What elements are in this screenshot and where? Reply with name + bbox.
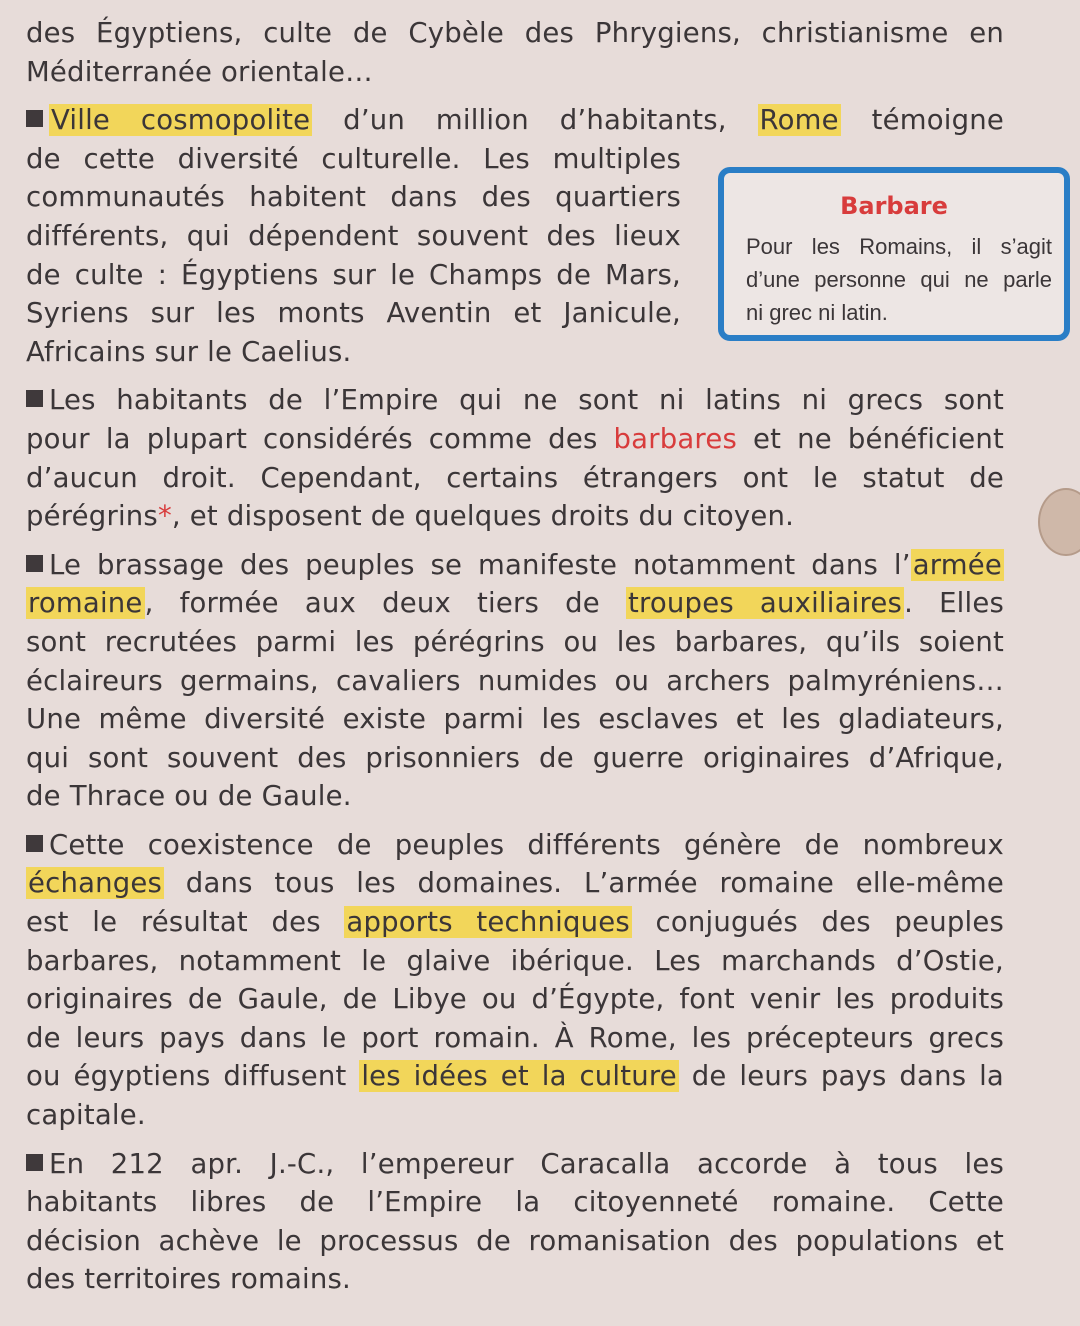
highlight: les idées et la culture xyxy=(361,1060,677,1093)
bullet-icon xyxy=(26,835,43,852)
definition-text xyxy=(746,230,1052,329)
text-line: de cette diversité culturelle. Les multiples xyxy=(26,142,681,175)
highlight: troupes auxiliaires xyxy=(628,587,903,620)
text-line: habitants libres de l’Empire la citoyenneté romaine. Cette xyxy=(26,1186,1004,1219)
paragraph-caracalla xyxy=(26,1145,1004,1299)
text-line: Syriens sur les monts Aventin et Janicule, xyxy=(26,297,681,330)
text-line xyxy=(26,497,1004,536)
text-line: originaires de Gaule, de Libye ou d’Égypte, font venir les produits xyxy=(26,983,1004,1016)
highlight: échanges xyxy=(28,867,163,900)
text-line: communautés habitent dans des quartiers xyxy=(26,181,681,214)
text-line: de leurs pays dans le port romain. À Rome, les précepteurs grecs xyxy=(26,1021,1004,1054)
text-run: . Elles xyxy=(904,587,1004,620)
definition-title: Barbare xyxy=(840,192,948,220)
narrow-column xyxy=(26,140,681,372)
text-run: , formée aux deux tiers de xyxy=(144,587,626,620)
text-line xyxy=(26,826,1004,865)
text-line xyxy=(26,101,1004,140)
text-line: capitale. xyxy=(26,1099,146,1132)
text-line: Pour les Romains, il s’agit xyxy=(746,234,1052,259)
text-line xyxy=(26,420,1004,459)
text-line xyxy=(26,903,1004,942)
text-line: d’aucun droit. Cependant, certains étrangers ont le statut de xyxy=(26,461,1004,494)
text-line xyxy=(26,1145,1004,1184)
text-run: pour la plupart considérés comme des xyxy=(26,422,614,455)
page-edge-illustration xyxy=(1038,488,1080,556)
footnote-star: * xyxy=(157,500,172,533)
text-line: ni grec ni latin. xyxy=(746,300,888,325)
bullet-icon xyxy=(26,110,43,127)
text-line xyxy=(26,584,1004,623)
text-line: d’une personne qui ne parle xyxy=(746,267,1052,292)
text-line: décision achève le processus de romanisation des populations et xyxy=(26,1224,1004,1257)
highlight: Ville cosmopolite xyxy=(51,104,311,137)
text-run: Cette coexistence de peuples différents génère de nombreux xyxy=(49,828,1004,861)
bullet-icon xyxy=(26,555,43,572)
paragraph-echanges xyxy=(26,826,1004,1135)
highlight: apports techniques xyxy=(346,906,630,939)
glossary-term: barbares xyxy=(613,422,737,455)
text-run: En 212 apr. J.-C., l’empereur Caracalla accorde à tous les xyxy=(49,1147,1004,1180)
paragraph-barbares xyxy=(26,381,1004,535)
bullet-icon xyxy=(26,1154,43,1171)
text-run: de leurs pays dans la xyxy=(678,1060,1004,1093)
text-line: de culte : Égyptiens sur le Champs de Mars, xyxy=(26,258,681,291)
text-line: Africains sur le Caelius. xyxy=(26,335,352,368)
text-run: pérégrins xyxy=(26,500,158,533)
paragraph-armee xyxy=(26,546,1004,816)
text-run: dans tous les domaines. L’armée romaine elle-même xyxy=(164,867,1004,900)
text-line xyxy=(26,381,1004,420)
text-line: éclaireurs germains, cavaliers numides ou archers palmyréniens… xyxy=(26,664,1004,697)
bullet-icon xyxy=(26,390,43,407)
highlight: armée xyxy=(912,548,1002,581)
text-line: sont recrutées parmi les pérégrins ou les barbares, qu’ils soient xyxy=(26,625,1004,658)
text-run: , et disposent de quelques droits du citoyen. xyxy=(171,500,795,533)
text-run: ou égyptiens diffusent xyxy=(26,1060,360,1093)
text-run: Le brassage des peuples se manifeste notamment dans l’ xyxy=(49,548,911,581)
text-line: barbares, notamment le glaive ibérique. Les marchands d’Ostie, xyxy=(26,944,1004,977)
text-run: d’un million d’habitants, xyxy=(312,104,758,137)
text-line: Une même diversité existe parmi les esclaves et les gladiateurs, xyxy=(26,703,1004,736)
text-line xyxy=(26,546,1004,585)
text-line: des Égyptiens, culte de Cybèle des Phrygiens, christianisme en xyxy=(26,17,1004,49)
text-line: Méditerranée orientale… xyxy=(26,55,373,88)
text-run: est le résultat des xyxy=(26,906,345,939)
text-line: qui sont souvent des prisonniers de guerre originaires d’Afrique, xyxy=(26,741,1004,774)
text-line: différents, qui dépendent souvent des lieux xyxy=(26,219,681,252)
text-run: Les habitants de l’Empire qui ne sont ni latins ni grecs sont xyxy=(49,384,1004,417)
intro-paragraph xyxy=(26,14,1004,91)
highlight: romaine xyxy=(28,587,143,620)
highlight: Rome xyxy=(759,104,839,137)
text-run: et ne bénéficient xyxy=(736,422,1004,455)
text-run: conjugués des peuples xyxy=(631,906,1004,939)
text-line: de Thrace ou de Gaule. xyxy=(26,780,352,813)
definition-box xyxy=(718,167,1070,341)
text-run: témoigne xyxy=(840,104,1005,137)
text-line xyxy=(26,1057,1004,1096)
text-line xyxy=(26,864,1004,903)
text-line: des territoires romains. xyxy=(26,1263,351,1296)
